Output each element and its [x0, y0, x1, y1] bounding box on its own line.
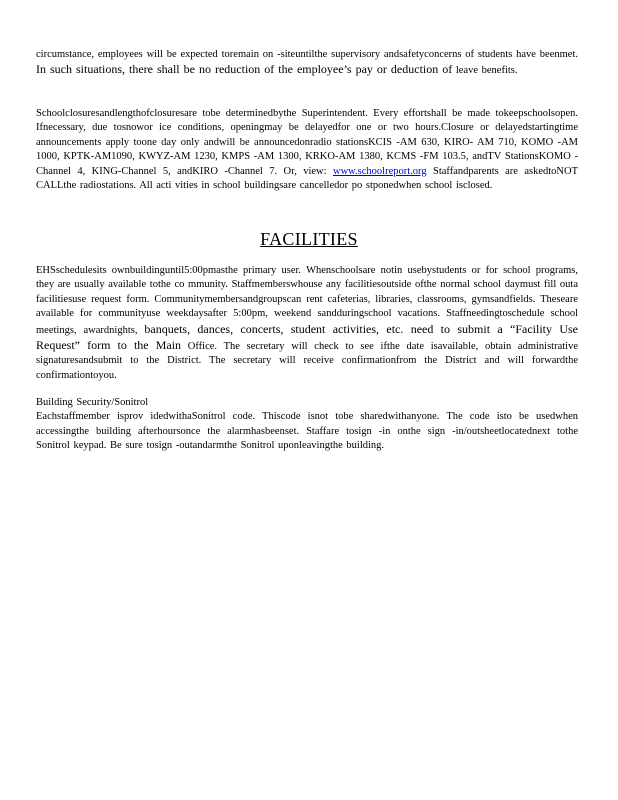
- schoolreport-link[interactable]: www.schoolreport.org: [332, 165, 427, 177]
- closure-text-2b: Staffandparents are askedtoNOT CALLthe radiostations. All acti vities in school buildingsare cancelledor po stponedwhen school isclosed.: [36, 165, 579, 192]
- facilities-text-c: Office. The secretary will check to see ifthe date isavailable, obtain administrative signaturesandsubmit to the District. The secretary will receive confirmationfrom the District and will forwardthe confirmationtoyou.: [36, 341, 578, 381]
- security-title: Building Security/Sonitrol: [36, 397, 149, 408]
- closure-text-1b: In such situations, there shall be no reduction of the employee’s pay or deduction of: [36, 62, 453, 77]
- security-section: [36, 396, 578, 454]
- closure-text-2a: Schoolclosuresandlengthofclosuresare tobe determinedbythe Superintendent. Every effortshall be made tokeepschoolsopen. Ifnecessary, due tosnowor ice conditions, openingmay be delayedfor one or two hours.Closure or delayedstartingtime announcements apply toone day only andwill be announcedonradio stationsKCIS -AM 630, KIRO- AM 710, KOMO -AM 1000, KPTK-AM1090, KWYZ-AM 1230, KMPS -AM 1300, KRKO-AM 1380, KCMS -FM 103.5, andTV StationsKOMO - Channel 4, KING-Channel 5, andKIRO -Channel 7. Or, view:: [36, 108, 578, 177]
- closure-text-1c: leave benefits.: [455, 65, 518, 77]
- facilities-text-a: EHSschedulesits ownbuildinguntil5:00pmasthe primary user. Whenschoolsare notin usebystudents or for school programs, they are usually available tothe co mmunity. Staffmemberswhouse any facilitiesoutside ofthe normal school daymust fill outa facilitiesuse request form. Communitymembersandgroupscan rent cafeterias, libraries, classrooms, gymsandfields. Theseare available for communityuse weekdaysafter 5:00pm, weekend sandduringschool vacations. Staffneedingtoschedule school meetings, awardnights,: [36, 265, 578, 336]
- facilities-paragraph: [36, 264, 578, 383]
- facilities-heading: FACILITIES: [260, 229, 358, 249]
- closure-paragraph-1: [36, 48, 578, 79]
- facilities-text-b: banquets, dances, concerts, student activities, etc. need to submit a “Facility Use Request” form to the Main: [36, 321, 579, 353]
- security-body: Eachstaffmember isprov idedwithaSonitrol code. Thiscode isnot tobe sharedwithanyone. The code isto be usedwhen accessingthe building afterhoursonce the alarmhasbeenset. Staffare tosign -in onthe sign -in/outsheetlocatednext tothe Sonitrol keypad. Be sure tosign -outandarmthe Sonitrol uponleavingthe building.: [36, 411, 578, 452]
- closure-paragraph-2: [36, 107, 578, 193]
- closure-text-1a: circumstance, employees will be expected toremain on -siteuntilthe supervisory andsafetyconcerns of students have beenmet.: [36, 49, 578, 60]
- closure-continuation: [36, 48, 578, 79]
